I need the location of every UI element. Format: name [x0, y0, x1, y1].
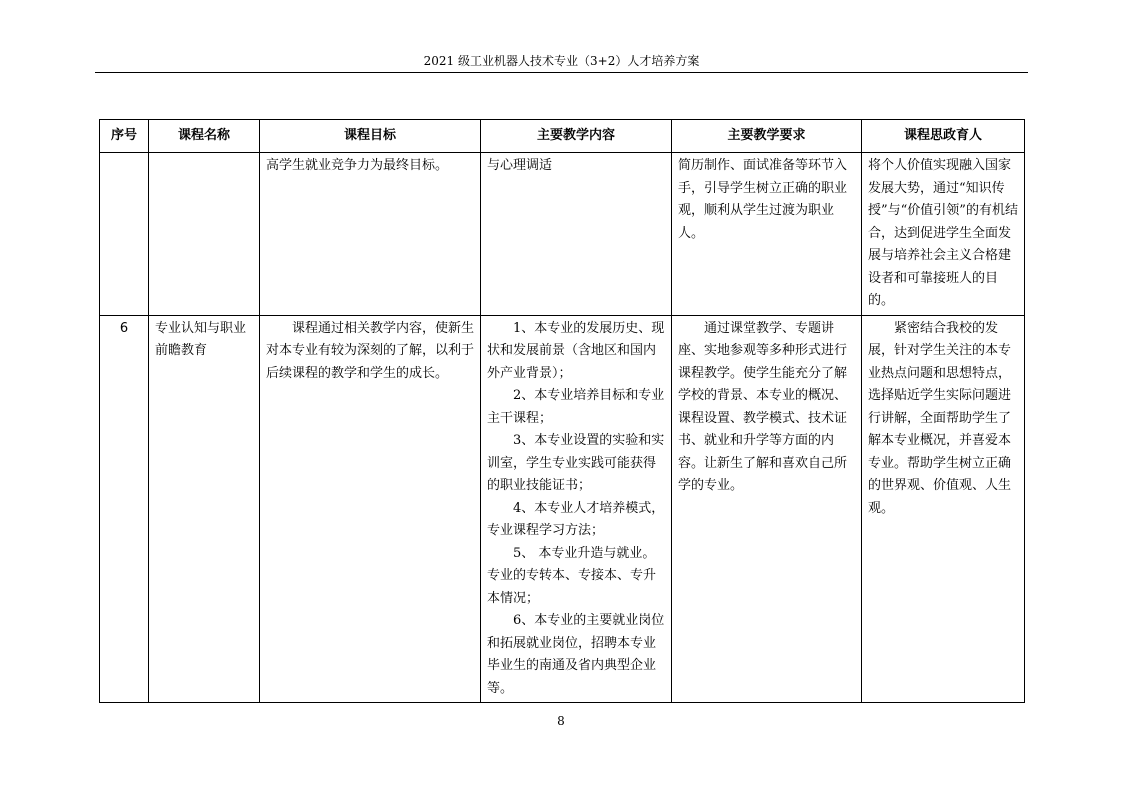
cell-goal [260, 315, 481, 703]
column-header-content: 主要教学内容 [481, 120, 672, 153]
content-item-5: 5、 本专业升造与就业。专业的专转本、专接本、专升本情况； [487, 545, 657, 606]
column-header-requirement: 主要教学要求 [672, 120, 862, 153]
content-item-4: 4、本专业人才培养模式，专业课程学习方法； [487, 500, 665, 538]
column-header-ideology: 课程思政育人 [862, 120, 1025, 153]
page-header-title: 2021 级工业机器人技术专业（3+2）人才培养方案 [423, 54, 700, 68]
table-row-course-6 [100, 315, 1025, 703]
column-header-name: 课程名称 [149, 120, 260, 153]
page-number: 8 [557, 714, 565, 728]
cell-content [481, 315, 672, 703]
cell-ideology [862, 153, 1025, 316]
cell-requirement [672, 153, 862, 316]
goal-text: 高学生就业竞争力为最终目标。 [266, 158, 449, 173]
header-rule [95, 72, 1028, 73]
ideology-text: 将个人价值实现融入国家发展大势，通过“知识传授”与“价值引领”的有机结合，达到促进学生全面发展与培养社会主义合格建设者和可靠接班人的目的。 [868, 158, 1018, 308]
requirement-text: 简历制作、面试准备等环节入手，引导学生树立正确的职业观，顺利从学生过渡为职业人。 [678, 158, 848, 241]
content-text: 与心理调适 [487, 158, 553, 173]
table-row-continuation [100, 153, 1025, 316]
cell-name: 专业认知与职业前瞻教育 [149, 315, 260, 703]
table-header-row [100, 120, 1025, 153]
content-item-6: 6、本专业的主要就业岗位和拓展就业岗位，招聘本专业毕业生的南通及省内典型企业等。 [487, 613, 665, 696]
content-item-3: 3、本专业设置的实验和实训室，学生专业实践可能获得的职业技能证书； [487, 433, 665, 493]
goal-text: 课程通过相关教学内容，使新生对本专业有较为深刻的了解，以利于后续课程的教学和学生的成长。 [266, 320, 475, 381]
cell-content [481, 153, 672, 316]
ideology-text: 紧密结合我校的发展，针对学生关注的本专业热点问题和思想特点，选择贴近学生实际问题进行讲解，全面帮助学生了解本专业概况，并喜爱本专业。帮助学生树立正确的世界观、价值观、人生观。 [868, 320, 1012, 516]
cell-goal [260, 153, 481, 316]
column-header-no: 序号 [100, 120, 149, 153]
content-item-2: 2、本专业培养目标和专业主干课程； [487, 388, 665, 426]
cell-requirement [672, 315, 862, 703]
course-table [99, 119, 1025, 703]
requirement-text: 通过课堂教学、专题讲座、实地参观等多种形式进行课程教学。使学生能充分了解学校的背景、本专业的概况、课程设置、教学模式、技术证书、就业和升学等方面的内容。让新生了解和喜欢自己所学的专业。 [678, 320, 848, 493]
column-header-goal: 课程目标 [260, 120, 481, 153]
cell-no [100, 153, 149, 316]
cell-name [149, 153, 260, 316]
cell-no: 6 [100, 315, 149, 703]
cell-ideology [862, 315, 1025, 703]
content-item-1: 1、本专业的发展历史、现状和发展前景（含地区和国内外产业背景）； [487, 320, 665, 381]
